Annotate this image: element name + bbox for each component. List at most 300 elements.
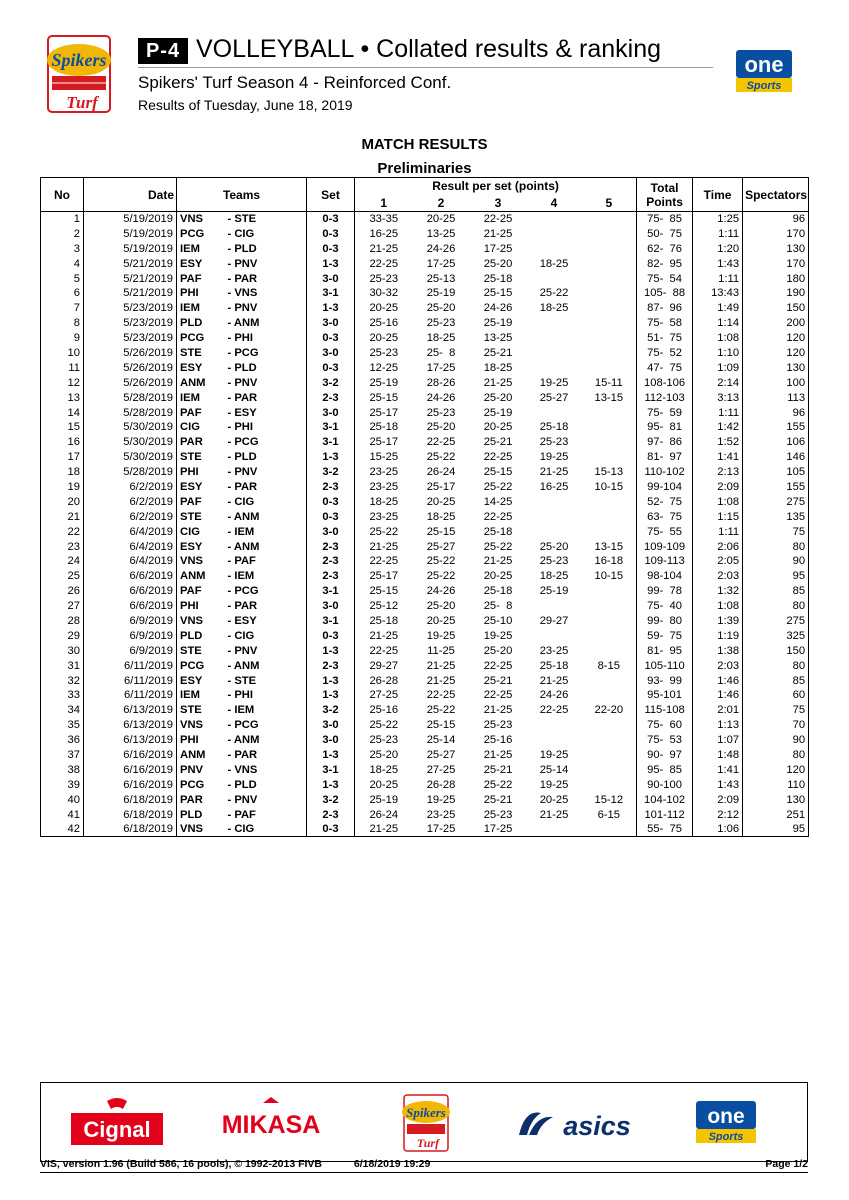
cell-date: 6/16/2019 (84, 748, 177, 763)
cell-set3: 25-21 (483, 793, 513, 806)
cell-set2: 11-25 (427, 644, 455, 657)
cell-time: 1:06 (693, 822, 743, 837)
cell-set1: 16-25 (355, 226, 413, 241)
table-row (41, 390, 809, 405)
cell-time: 2:03 (693, 569, 743, 584)
table-row (41, 554, 809, 569)
cell-spectators: 80 (743, 599, 809, 614)
cell-spectators: 120 (743, 331, 809, 346)
cell-no: 41 (41, 807, 84, 822)
cell-set5 (582, 420, 637, 435)
cell-set3: 25-20 (483, 257, 513, 270)
cell-time: 2:12 (693, 807, 743, 822)
table-row (41, 316, 809, 331)
cell-total-points: 99- 78 (637, 584, 693, 599)
cell-set5 (582, 226, 637, 241)
table-row (41, 539, 809, 554)
footer-version (40, 1158, 430, 1170)
cell-total-points: 95- 81 (637, 420, 693, 435)
cell-set1: 25-19 (355, 375, 413, 390)
cell-no: 39 (41, 777, 84, 792)
cell-set3: 17-25 (470, 822, 527, 837)
cell-date: 6/2/2019 (84, 494, 177, 509)
cell-set4: 25-20 (539, 540, 569, 553)
table-row (41, 792, 809, 807)
cell-set5 (582, 360, 637, 375)
header-result-per-set: Result per set (points) (355, 178, 637, 195)
cell-spectators: 120 (743, 762, 809, 777)
cell-set3: 25-15 (483, 466, 513, 479)
cell-set2: 25-22 (426, 704, 456, 717)
cell-set3: 21-25 (483, 749, 513, 761)
cell-set1: 25-15 (355, 584, 413, 599)
table-row (41, 375, 809, 390)
cell-total-points: 75- 52 (637, 346, 693, 361)
cell-set1: 30-32 (355, 286, 413, 301)
cell-set2: 18-25 (426, 332, 456, 345)
cell-away-team: - CIG (225, 822, 307, 837)
cell-set2: 20-25 (426, 495, 456, 508)
cell-time: 3:13 (693, 390, 743, 405)
cell-date: 6/13/2019 (84, 733, 177, 748)
cell-no: 17 (41, 450, 84, 465)
table-row (41, 480, 809, 495)
cell-set-score: 2-3 (307, 569, 355, 584)
cell-set-score: 3-0 (307, 316, 355, 331)
cell-total-points: 87- 96 (637, 301, 693, 316)
cell-set1: 18-25 (355, 494, 413, 509)
cell-set3: 25-18 (483, 525, 513, 538)
sponsor-cignal-name: Cignal (83, 1117, 151, 1142)
cell-set1: 21-25 (355, 241, 413, 256)
cell-set1: 20-25 (355, 777, 413, 792)
cell-spectators: 200 (743, 316, 809, 331)
cell-home-team: PAF (177, 271, 225, 286)
cell-total-points: 75- 60 (637, 718, 693, 733)
table-row (41, 241, 809, 256)
cell-set-score: 1-3 (307, 673, 355, 688)
cell-time: 2:01 (693, 703, 743, 718)
cell-set2: 24-26 (426, 585, 456, 598)
cell-set2: 21-25 (426, 674, 456, 687)
cell-set5 (582, 628, 637, 643)
cell-set-score: 3-1 (307, 420, 355, 435)
cell-home-team: STE (177, 346, 225, 361)
cell-set-score: 1-3 (307, 450, 355, 465)
cell-set-score: 2-3 (307, 658, 355, 673)
cell-no: 33 (41, 688, 84, 703)
logo-text-sports: Sports (746, 80, 782, 92)
cell-set4 (527, 733, 582, 748)
cell-set5 (582, 346, 637, 361)
cell-set3: 22-25 (483, 451, 513, 464)
cell-time: 1:20 (693, 241, 743, 256)
table-row (41, 435, 809, 450)
cell-home-team: PAR (177, 792, 225, 807)
cell-set4: 25-23 (539, 436, 569, 449)
cell-set3: 20-25 (483, 421, 513, 434)
cell-set1: 25-17 (355, 569, 413, 584)
cell-set1: 27-25 (355, 688, 413, 703)
cell-set-score: 3-2 (307, 703, 355, 718)
cell-total-points: 62- 76 (637, 241, 693, 256)
cell-set2: 25-14 (426, 734, 456, 747)
cell-total-points: 105- 88 (637, 286, 693, 301)
cell-date: 5/26/2019 (84, 375, 177, 390)
header-total-points (637, 178, 693, 212)
cell-no: 38 (41, 762, 84, 777)
cell-set4: 25-18 (539, 421, 569, 434)
cell-set4: 19-25 (539, 451, 569, 464)
sponsor-mikasa (201, 1095, 341, 1151)
cell-date: 5/30/2019 (84, 435, 177, 450)
cell-set4 (527, 524, 582, 539)
cell-time: 1:11 (693, 226, 743, 241)
cell-set1: 25-22 (355, 524, 413, 539)
cell-date: 6/6/2019 (84, 584, 177, 599)
cell-set-score: 3-1 (307, 584, 355, 599)
cell-date: 5/21/2019 (84, 271, 177, 286)
cell-set-score: 2-3 (307, 480, 355, 495)
cell-date: 5/28/2019 (84, 390, 177, 405)
cell-spectators: 130 (743, 241, 809, 256)
cell-home-team: PHI (177, 286, 225, 301)
cell-spectators: 130 (743, 792, 809, 807)
table-row (41, 777, 809, 792)
header-set-4: 4 (527, 195, 582, 212)
cell-date: 6/18/2019 (84, 822, 177, 837)
cell-set-score: 3-0 (307, 718, 355, 733)
header-date: Date (84, 178, 177, 212)
cell-set-score: 2-3 (307, 390, 355, 405)
match-results-table (40, 177, 809, 837)
cell-away-team: - PHI (225, 420, 307, 435)
cell-away-team: - PNV (225, 256, 307, 271)
cell-time: 1:08 (693, 331, 743, 346)
cell-set3: 25-20 (483, 391, 513, 404)
cell-set5: 10-15 (582, 480, 637, 495)
cell-home-team: VNS (177, 718, 225, 733)
cell-set2: 25-15 (426, 719, 456, 732)
cell-home-team: VNS (177, 554, 225, 569)
cell-set3: 21-25 (483, 555, 513, 568)
cell-set3: 25-21 (483, 763, 513, 776)
cell-set5: 13-15 (582, 390, 637, 405)
cell-set4: 25-14 (539, 763, 569, 776)
cell-date: 5/23/2019 (84, 331, 177, 346)
cell-time: 1:46 (693, 688, 743, 703)
cell-spectators: 146 (743, 450, 809, 465)
cell-set3: 22-25 (483, 510, 513, 523)
cell-home-team: STE (177, 703, 225, 718)
cell-set1: 22-25 (355, 554, 413, 569)
cell-set3: 25-22 (483, 480, 513, 493)
cell-away-team: - PNV (225, 792, 307, 807)
cell-away-team: - CIG (225, 494, 307, 509)
cell-no: 8 (41, 316, 84, 331)
cell-set2: 25-22 (426, 555, 456, 568)
cell-time: 1:43 (693, 256, 743, 271)
cell-time: 1:09 (693, 360, 743, 375)
table-row (41, 762, 809, 777)
cell-spectators: 135 (743, 509, 809, 524)
cell-total-points: 105-110 (637, 658, 693, 673)
cell-set1: 25-12 (355, 599, 413, 614)
cell-total-points: 75- 55 (637, 524, 693, 539)
cell-total-points: 109-109 (637, 539, 693, 554)
cell-set4 (527, 822, 582, 837)
cell-no: 14 (41, 405, 84, 420)
cell-time: 1:14 (693, 316, 743, 331)
cell-away-team: - IEM (225, 703, 307, 718)
cell-set5 (582, 748, 637, 763)
cell-set4: 25-18 (539, 659, 569, 672)
cell-total-points: 108-106 (637, 375, 693, 390)
cell-set4 (527, 599, 582, 614)
cell-set2: 25-23 (426, 317, 456, 330)
cell-set3: 19-25 (483, 629, 513, 642)
cell-set5 (582, 599, 637, 614)
cell-date: 6/9/2019 (84, 628, 177, 643)
cell-total-points: 55- 75 (637, 822, 693, 837)
cell-date: 6/16/2019 (84, 762, 177, 777)
sponsor-cignal (67, 1095, 167, 1151)
cell-time: 1:08 (693, 599, 743, 614)
cell-set3: 25-18 (483, 585, 513, 598)
cell-set1: 20-25 (355, 301, 413, 316)
cell-away-team: - PCG (225, 346, 307, 361)
cell-time: 1:32 (693, 584, 743, 599)
cell-set4: 18-25 (539, 302, 569, 315)
cell-date: 5/23/2019 (84, 301, 177, 316)
table-row (41, 420, 809, 435)
table-row (41, 688, 809, 703)
cell-set3: 17-25 (483, 242, 513, 255)
cell-total-points: 99- 80 (637, 614, 693, 629)
cell-total-points: 47- 75 (637, 360, 693, 375)
cell-set4: 25-22 (539, 287, 569, 300)
cell-total-points: 97- 86 (637, 435, 693, 450)
cell-set-score: 1-3 (307, 777, 355, 792)
cell-date: 5/19/2019 (84, 226, 177, 241)
cell-total-points: 90-100 (637, 777, 693, 792)
cell-no: 10 (41, 346, 84, 361)
cell-set-score: 3-0 (307, 599, 355, 614)
cell-set3: 20-25 (483, 570, 513, 583)
cell-set2: 25-22 (426, 451, 456, 464)
cell-home-team: PNV (177, 762, 225, 777)
table-row (41, 569, 809, 584)
cell-set-score: 1-3 (307, 301, 355, 316)
cell-set5: 13-15 (582, 539, 637, 554)
table-row (41, 599, 809, 614)
cell-date: 6/6/2019 (84, 599, 177, 614)
cell-set5 (582, 733, 637, 748)
cell-set4 (527, 494, 582, 509)
cell-away-team: - ESY (225, 614, 307, 629)
cell-away-team: - PCG (225, 718, 307, 733)
cell-time: 1:52 (693, 435, 743, 450)
sponsor-one-line1: one (707, 1105, 745, 1128)
cell-set4: 25-19 (539, 585, 569, 598)
cell-set4 (527, 316, 582, 331)
cell-set5 (582, 212, 637, 227)
header-time: Time (693, 178, 743, 212)
cell-spectators: 325 (743, 628, 809, 643)
cell-date: 6/13/2019 (84, 718, 177, 733)
cell-spectators: 96 (743, 405, 809, 420)
cell-set3: 25-22 (483, 540, 513, 553)
cell-date: 5/19/2019 (84, 212, 177, 227)
cell-time: 2:09 (693, 480, 743, 495)
cell-total-points: 75- 53 (637, 733, 693, 748)
footer-page-number: Page 1/2 (765, 1158, 808, 1170)
cell-home-team: ANM (177, 748, 225, 763)
cell-set5: 6-15 (582, 807, 637, 822)
table-row (41, 822, 809, 837)
cell-away-team: - PAR (225, 748, 307, 763)
cell-set5: 8-15 (582, 658, 637, 673)
cell-time: 2:06 (693, 539, 743, 554)
cell-away-team: - PAR (225, 480, 307, 495)
table-row (41, 226, 809, 241)
cell-set4 (527, 346, 582, 361)
cell-spectators: 110 (743, 777, 809, 792)
cell-set5: 16-18 (582, 554, 637, 569)
cell-date: 5/21/2019 (84, 256, 177, 271)
cell-no: 25 (41, 569, 84, 584)
cell-set5 (582, 614, 637, 629)
cell-spectators: 180 (743, 271, 809, 286)
cell-set5 (582, 524, 637, 539)
cell-set5 (582, 256, 637, 271)
cell-away-team: - IEM (225, 569, 307, 584)
cell-home-team: PHI (177, 733, 225, 748)
cell-no: 19 (41, 480, 84, 495)
header-set-1: 1 (355, 195, 413, 212)
cell-set-score: 0-3 (307, 212, 355, 227)
table-row (41, 584, 809, 599)
cell-set2: 25-13 (426, 272, 456, 285)
cell-set-score: 1-3 (307, 748, 355, 763)
cell-set3: 25-15 (483, 287, 513, 300)
cell-no: 18 (41, 465, 84, 480)
cell-set2: 26-24 (426, 466, 456, 479)
cell-away-team: - PHI (225, 331, 307, 346)
cell-date: 5/28/2019 (84, 405, 177, 420)
cell-date: 6/6/2019 (84, 569, 177, 584)
cell-no: 7 (41, 301, 84, 316)
cell-total-points: 95- 85 (637, 762, 693, 777)
cell-home-team: ESY (177, 360, 225, 375)
table-row (41, 346, 809, 361)
cell-date: 5/19/2019 (84, 241, 177, 256)
cell-set-score: 0-3 (307, 226, 355, 241)
cell-set3: 21-25 (483, 704, 513, 717)
cell-set4 (527, 226, 582, 241)
cell-date: 6/18/2019 (84, 807, 177, 822)
cell-set4 (527, 718, 582, 733)
table-row (41, 494, 809, 509)
cell-spectators: 170 (743, 226, 809, 241)
cell-set1: 25-23 (355, 733, 413, 748)
cell-set2: 22-25 (426, 436, 456, 449)
table-row (41, 614, 809, 629)
cell-spectators: 80 (743, 658, 809, 673)
cell-time: 1:08 (693, 494, 743, 509)
cell-set1: 25-17 (355, 405, 413, 420)
cell-set3: 25-18 (483, 272, 513, 285)
cell-away-team: - PAR (225, 390, 307, 405)
cell-set2: 25-27 (426, 540, 456, 553)
cell-total-points: 101-112 (637, 807, 693, 822)
cell-spectators: 155 (743, 420, 809, 435)
cell-set1: 25-17 (355, 435, 413, 450)
cell-total-points: 75- 40 (637, 599, 693, 614)
cell-set4: 19-25 (539, 778, 569, 791)
cell-no: 15 (41, 420, 84, 435)
cell-set1: 20-25 (355, 331, 413, 346)
cell-set1: 25-18 (355, 614, 413, 629)
cell-set2: 21-25 (426, 659, 456, 672)
results-date: Results of Tuesday, June 18, 2019 (138, 97, 353, 113)
cell-date: 6/16/2019 (84, 777, 177, 792)
cell-home-team: PAF (177, 405, 225, 420)
cell-home-team: VNS (177, 212, 225, 227)
cell-date: 6/11/2019 (84, 673, 177, 688)
table-row (41, 673, 809, 688)
cell-away-team: - ANM (225, 539, 307, 554)
cell-no: 23 (41, 539, 84, 554)
cell-no: 24 (41, 554, 84, 569)
cell-time: 1:42 (693, 420, 743, 435)
sponsor-spikers-line1: Spikers (406, 1105, 446, 1120)
cell-set3: 25-21 (483, 346, 513, 359)
cell-total-points: 110-102 (637, 465, 693, 480)
cell-home-team: PCG (177, 658, 225, 673)
cell-no: 30 (41, 643, 84, 658)
cell-no: 37 (41, 748, 84, 763)
cell-set5 (582, 316, 637, 331)
cell-set5: 22-20 (582, 703, 637, 718)
cell-time: 13:43 (693, 286, 743, 301)
cell-set3: 25-21 (483, 436, 513, 449)
cell-home-team: IEM (177, 241, 225, 256)
cell-set2: 25-27 (426, 749, 456, 761)
cell-away-team: - ESY (225, 405, 307, 420)
cell-time: 1:10 (693, 346, 743, 361)
cell-date: 6/11/2019 (84, 688, 177, 703)
cell-set4 (527, 509, 582, 524)
cell-spectators: 85 (743, 673, 809, 688)
cell-total-points: 99-104 (637, 480, 693, 495)
cell-home-team: PLD (177, 628, 225, 643)
cell-spectators: 275 (743, 614, 809, 629)
cell-set5 (582, 584, 637, 599)
cell-spectators: 190 (743, 286, 809, 301)
cell-home-team: IEM (177, 390, 225, 405)
cell-set4: 23-25 (539, 644, 569, 657)
cell-set2: 26-28 (426, 778, 456, 791)
cell-spectators: 90 (743, 554, 809, 569)
cell-spectators: 130 (743, 360, 809, 375)
table-row (41, 256, 809, 271)
cell-set3: 25-21 (483, 674, 513, 687)
section-title: MATCH RESULTS (361, 136, 488, 153)
cell-set3: 25-22 (483, 778, 513, 791)
cell-home-team: PAF (177, 584, 225, 599)
table-row (41, 509, 809, 524)
